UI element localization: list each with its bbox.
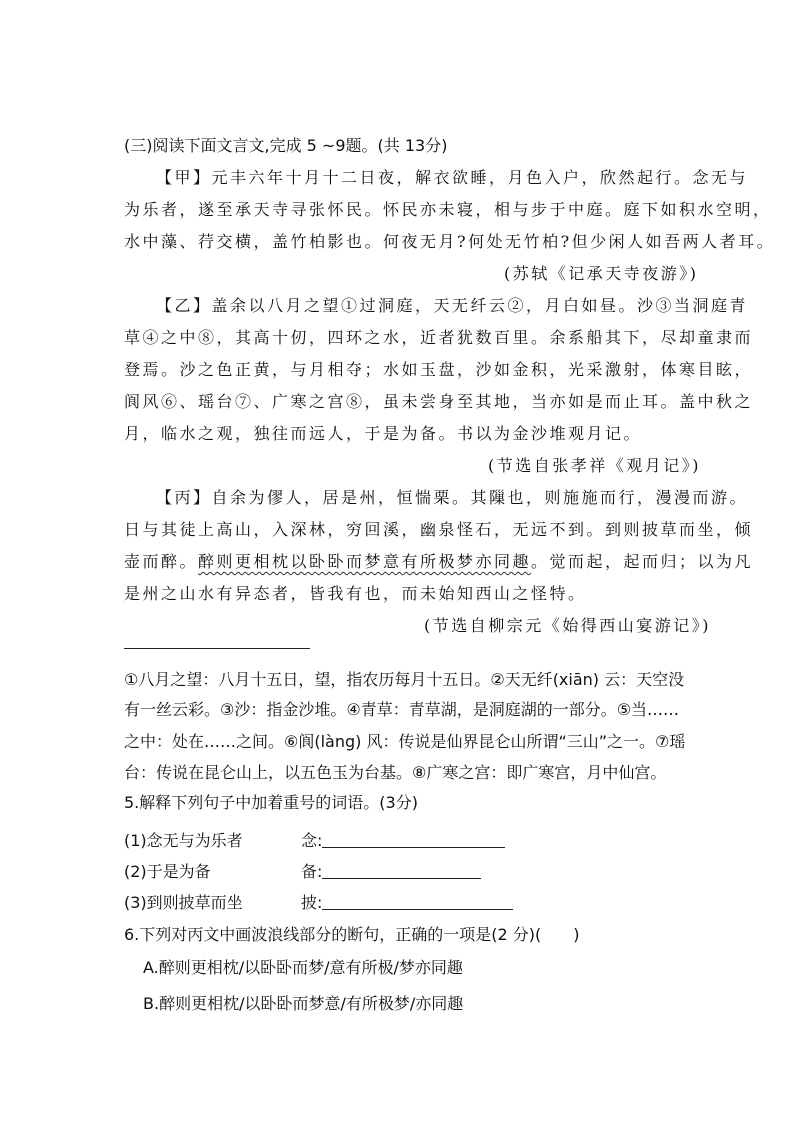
passage-bing-line-4: 是州之山水有异态者，皆我有也，而未始知西山之怪特。: [124, 584, 587, 603]
passage-yi-line-1: 【乙】盖余以八月之望①过洞庭，天无纤云②，月白如昼。沙③当洞庭青: [156, 296, 749, 315]
footnote-line-1: ①八月之望：八月十五日，望，指农历每月十五日。②天无纤(xiān) 云：天空没: [124, 670, 685, 689]
passage-bing-line-2: 日与其徒上高山，入深林，穷回溪，幽泉怪石，无远不到。到则披草而坐，倾: [124, 520, 754, 539]
passage-bing-line-3-end: 。觉而起，起而归；以为凡: [531, 552, 754, 571]
question-6-option-a[interactable]: A.醉则更相枕/以卧卧而梦/意有所极/梦亦同趣: [143, 958, 463, 977]
question-6-option-b[interactable]: B.醉则更相枕/以卧卧而梦意/有所极梦/亦同趣: [143, 994, 464, 1013]
passage-bing-line-3-start: 壶而醉。: [124, 552, 199, 571]
question-5-item-1-word: 念:: [301, 831, 323, 850]
question-5-title: 5.解释下列句子中加着重号的词语。(3分): [124, 793, 418, 812]
question-5-item-3-sentence: (3)到则披草而坐: [124, 893, 243, 912]
question-5-item-1-sentence: (1)念无与为乐者: [124, 831, 243, 850]
question-5-item-2-sentence: (2)于是为备: [124, 862, 211, 881]
section-heading: (三)阅读下面文言文,完成 5 ~9题。(共 13分): [124, 136, 448, 155]
answer-blank-2[interactable]: [322, 878, 481, 879]
passage-jia-line-2: 为乐者，遂至承天寺寻张怀民。怀民亦未寝，相与步于中庭。庭下如积水空明，: [124, 200, 772, 219]
footnote-line-2: 有一丝云彩。③沙：指金沙堆。④青草：青草湖，是洞庭湖的一部分。⑤当……: [124, 700, 680, 719]
passage-jia-line-1: 【甲】元丰六年十月十二日夜，解衣欲睡，月色入户，欣然起行。念无与: [156, 168, 749, 187]
passage-jia-line-3: 水中藻、荇交横，盖竹柏影也。何夜无月?何处无竹柏?但少闲人如吾两人者耳。: [124, 232, 776, 251]
passage-bing-line-3: [124, 549, 753, 572]
passage-yi-line-2: 草④之中⑧，其高十仞，四环之水，近者犹数百里。余系船其下，尽却童隶而: [124, 328, 754, 347]
question-5-item-3-word: 披:: [301, 893, 323, 912]
passage-yi-line-3: 登焉。沙之色正黄，与月相夺；水如玉盘，沙如金积，光采激射，体寒目眩，: [124, 360, 754, 379]
answer-blank-3[interactable]: [322, 909, 513, 910]
passage-yi-line-4: 阆风⑥、瑶台⑦、广寒之宫⑧，虽未尝身至其地，当亦如是而止耳。盖中秋之: [124, 392, 754, 411]
footnote-line-4: 台：传说在昆仑山上，以五色玉为台基。⑧广寒之宫：即广寒宫，月中仙宫。: [124, 763, 667, 782]
wavy-underlined-sentence: 醉则更相枕以卧卧而梦意有所极梦亦同趣: [198, 552, 532, 571]
answer-blank-1[interactable]: [322, 847, 505, 848]
passage-bing-line-1: 【丙】自余为僇人，居是州，恒惴栗。其隟也，则施施而行，漫漫而游。: [156, 488, 749, 507]
footnote-divider: [124, 648, 310, 649]
passage-yi-source: (节选自张孝祥《观月记》): [488, 456, 701, 475]
question-5-item-2-word: 备:: [301, 862, 323, 881]
passage-yi-line-5: 月，临水之观，独往而远人，于是为备。书以为金沙堆观月记。: [124, 424, 643, 443]
question-6-title: 6.下列对丙文中画波浪线部分的断句，正确的一项是(2 分)( ): [124, 925, 580, 944]
footnote-line-3: 之中：处在……之间。⑥阆(làng) 风：传说是仙界昆仑山所谓“三山”之一。⑦瑶: [124, 732, 686, 751]
passage-bing-source: (节选自柳宗元《始得西山宴游记》): [424, 616, 711, 635]
passage-jia-source: (苏轼《记承天寺夜游》): [504, 264, 699, 283]
